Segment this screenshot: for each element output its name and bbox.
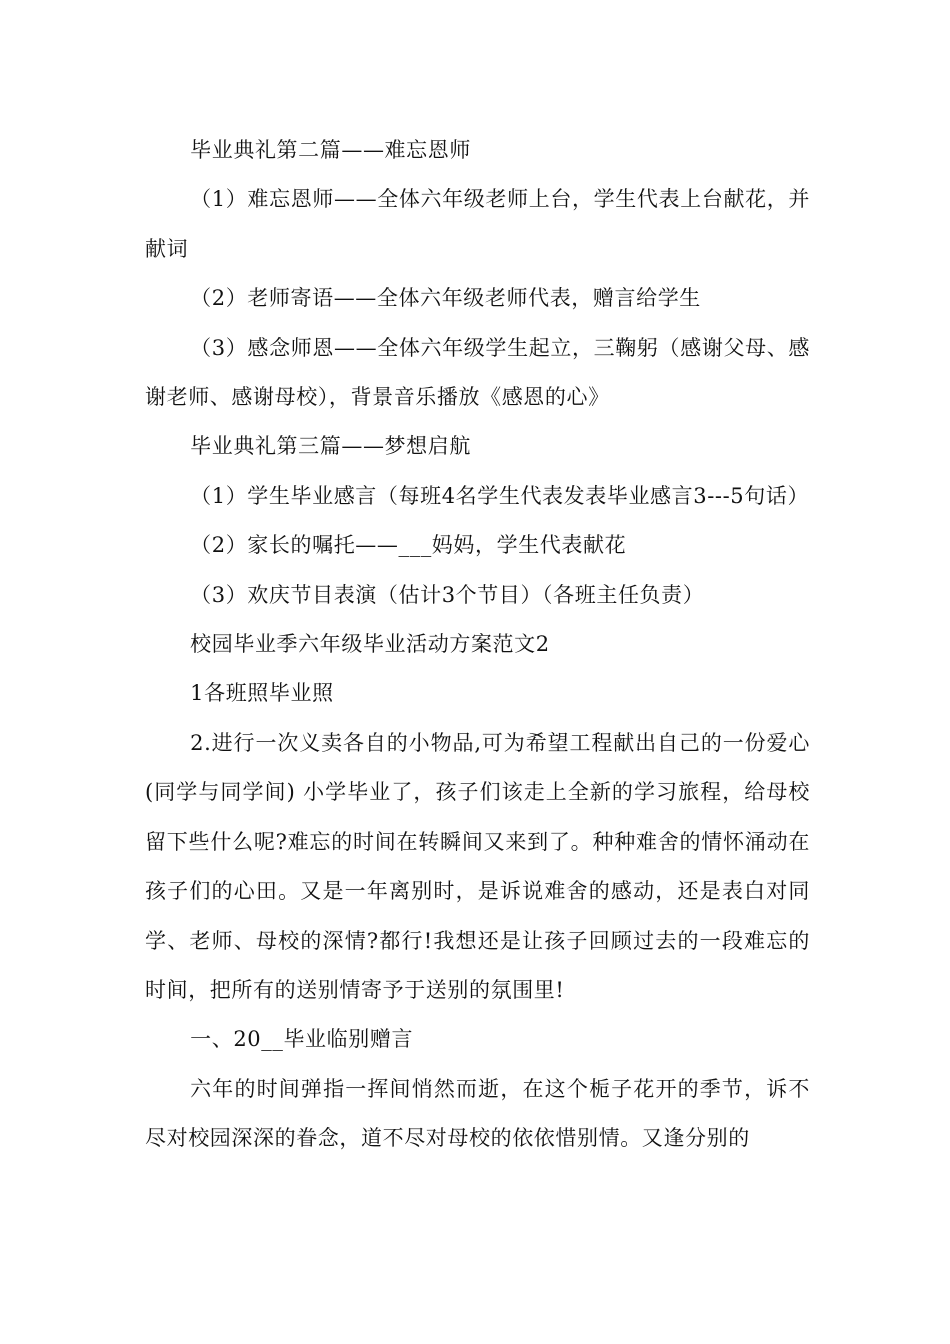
list-item: （3）欢庆节目表演（估计3个节目）（各班主任负责） (190, 582, 705, 607)
section-heading-3: 毕业典礼第三篇——梦想启航 (190, 434, 471, 459)
list-item: （3）感念师恩——全体六年级学生起立，三鞠躬（感谢父母、感谢老师、感谢母校），背景音乐播放《感恩的心》 (145, 335, 810, 410)
list-item: （1）难忘恩师——全体六年级老师上台，学生代表上台献花，并献词 (145, 187, 810, 261)
document-title: 校园毕业季六年级毕业活动方案范文2 (190, 632, 550, 657)
list-item: 1各班照毕业照 (190, 681, 334, 706)
body-paragraph: 2.进行一次义卖各自的小物品,可为希望工程献出自己的一份爱心(同学与同学间) 小学毕业了，孩子们该走上全新的学习旅程，给母校留下些什么呢?难忘的时间在转瞬间又来到了。种种难舍的情怀涌动在孩子们的心田。又是一年离别时，是诉说难舍的感动，还是表白对同学、老师、母校的深情?都行!我想还是让孩子回顾过去的一段难忘的时间，把所有的送别情寄予于送别的氛围里! (145, 730, 810, 1002)
document-body (145, 126, 810, 1164)
list-item: （2）家长的嘱托——___妈妈，学生代表献花 (190, 533, 627, 558)
section-heading-2: 毕业典礼第二篇——难忘恩师 (190, 138, 471, 162)
list-item: （2）老师寄语——全体六年级老师代表，赠言给学生 (190, 286, 701, 311)
section-heading: 一、20__毕业临别赠言 (190, 1027, 414, 1052)
list-item: （1）学生毕业感言（每班4名学生代表发表毕业感言3---5句话） (190, 483, 810, 508)
body-paragraph: 六年的时间弹指一挥间悄然而逝，在这个栀子花开的季节，诉不尽对校园深深的眷念，道不尽对母校的依依惜别情。又逢分别的 (145, 1076, 810, 1151)
